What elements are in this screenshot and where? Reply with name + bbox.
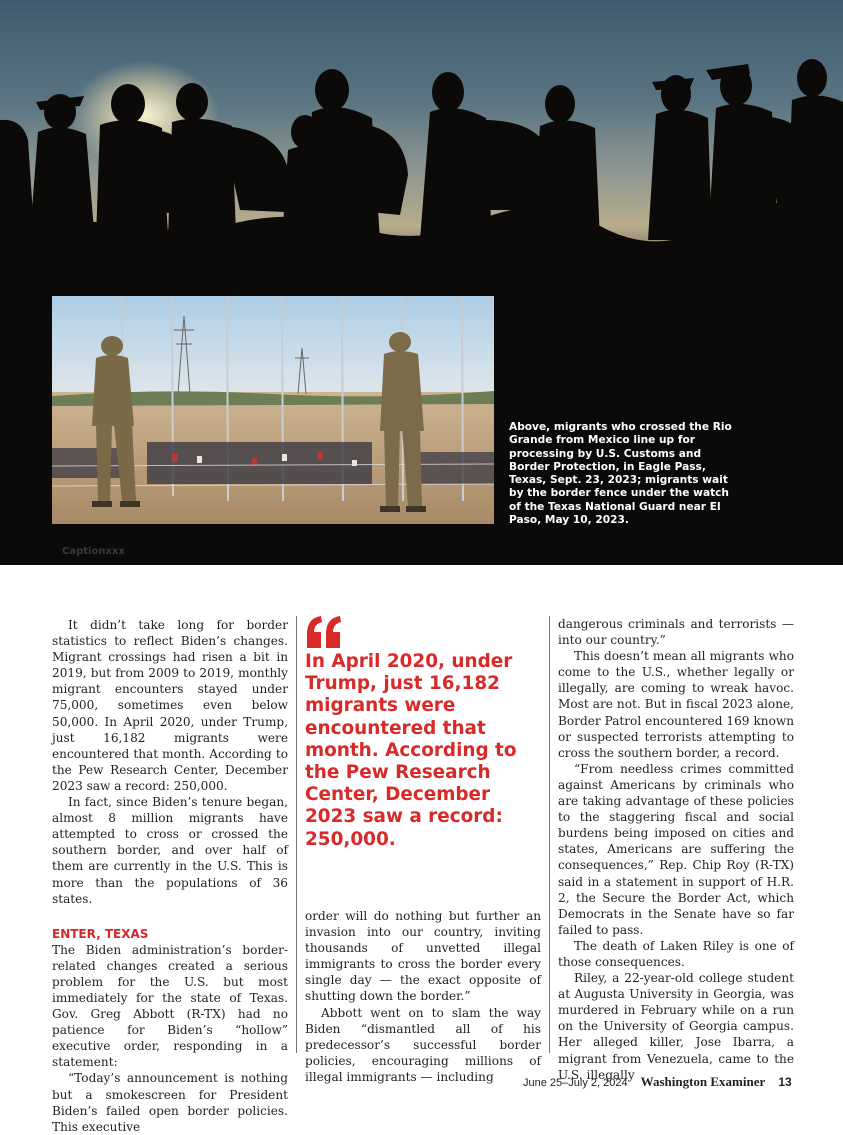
body-paragraph: This doesn’t mean all migrants who come to the U.S., whether legally or illegally, are coming to wreak havoc. Most are not. But in fiscal 2023 alone, Border Patrol encountered 169 known or suspected terrorists attempting to cross the southern border, a record. (558, 649, 794, 760)
body-paragraph: It didn’t take long for border statistics to reflect Biden’s changes. Migrant crossings had risen a bit in 2019, but from 2009 to 2019, monthly migrant encounters stayed under 75,000, sometimes even below 50,000. In April 2020, under Trump, just 16,182 migrants were encountered that month. According to the Pew Research Center, December 2023 saw a record: 250,000. (52, 618, 288, 793)
photo-caption: Above, migrants who crossed the Rio Grande from Mexico line up for processing by U.S. Customs and Border Protection, in Eagle Pass, Texas, Sept. 23, 2023; migrants wait by the border fence under the watch of the Texas National Guard near El Paso, May 10, 2023. (509, 421, 732, 527)
quote-mark-icon (305, 614, 345, 650)
body-paragraph: Riley, a 22-year-old college student at Augusta University in Georgia, was murdered in February while on a run on the University of Georgia campus. Her alleged killer, Jose Ibarra, a migrant from Venezuela, came to the U.S. illegally (558, 971, 794, 1082)
article-column-3 (558, 616, 794, 1083)
section-subhead: ENTER, TEXAS (52, 926, 149, 941)
body-paragraph: dangerous criminals and terrorists — into our country.” (558, 617, 794, 648)
article-column-2 (305, 908, 541, 1085)
body-paragraph: In fact, since Biden’s tenure began, almost 8 million migrants have attempted to cross or crossed the southern border, and over half of them are currently in the U.S. This is more than the populations of 36 states. (52, 795, 288, 906)
publication-name: Washington Examiner (640, 1074, 766, 1089)
column-divider (296, 616, 297, 1053)
column-divider (549, 616, 550, 1053)
body-paragraph: Abbott went on to slam the way Biden “dismantled all of his predecessor’s successful border policies, encouraging millions of illegal immigrants — including (305, 1005, 541, 1084)
hero-photo (0, 0, 843, 565)
border-fence-scene (52, 296, 494, 524)
body-paragraph: “Today’s announcement is nothing but a smokescreen for President Biden’s failed open border policies. This executive (52, 1071, 288, 1134)
inset-photo (52, 296, 494, 524)
body-paragraph: “From needless crimes committed against Americans by criminals who are taking advantage of these policies to the staggering fiscal and social burdens being imposed on cities and states, Americans are suffering the consequences,” Rep. Chip Roy (R-TX) said in a statement in support of H.R. 2, the Secure the Border Act, which Democrats in the Senate have so far failed to pass. (558, 761, 794, 937)
article-column-1 (52, 617, 288, 1135)
caption-placeholder-tag: Captionxxx (62, 546, 125, 557)
body-paragraph: order will do nothing but further an invasion into our country, inviting thousands of unvetted illegal immigrants to cross the border every single day — the exact opposite of shutting down the border.” (305, 909, 541, 1004)
pull-quote: In April 2020, under Trump, just 16,182 migrants were encountered that month. According to the Pew Research Center, December 2023 saw a record: 250,000. (305, 651, 517, 850)
issue-date: June 25–July 2, 2024 (523, 1077, 628, 1089)
page-number: 13 (778, 1075, 792, 1089)
body-paragraph: The death of Laken Riley is one of those consequences. (558, 938, 794, 969)
page-footer (523, 1074, 792, 1090)
body-paragraph: The Biden administration’s border-related changes created a serious problem for the U.S. but most immediately for the state of Texas. Gov. Greg Abbott (R-TX) had no patience for Biden’s “hollow” executive order, responding in a statement: (52, 942, 288, 1070)
